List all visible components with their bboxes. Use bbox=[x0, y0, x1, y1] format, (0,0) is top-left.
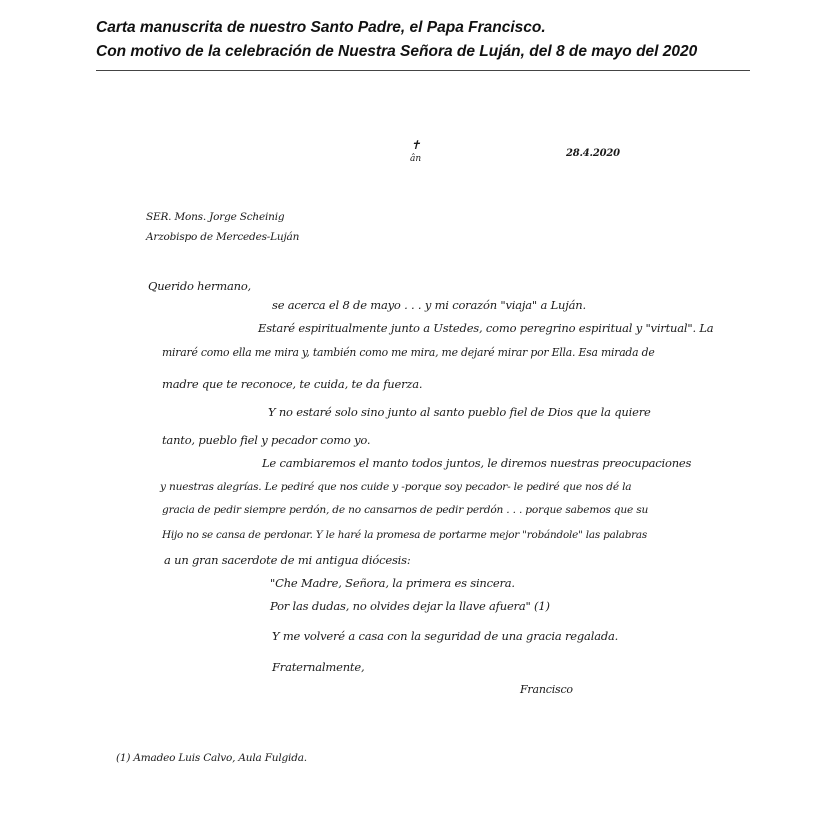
body-line: se acerca el 8 de mayo . . . y mi corazón "viaja" a Luján. bbox=[272, 298, 586, 312]
body-line: gracia de pedir siempre perdón, de no cansarnos de pedir perdón . . . porque sabemos que su bbox=[162, 504, 649, 516]
footnote: (1) Amadeo Luis Calvo, Aula Fulgida. bbox=[116, 752, 307, 764]
body-line: Le cambiaremos el manto todos juntos, le diremos nuestras preocupaciones bbox=[262, 456, 692, 470]
body-line: miraré como ella me mira y, también como me mira, me dejaré mirar por Ella. Esa mirada de bbox=[162, 346, 655, 359]
addressee-line-2: Arzobispo de Mercedes-Luján bbox=[146, 231, 300, 243]
closing: Fraternalmente, bbox=[272, 660, 365, 674]
caption-line-1: Carta manuscrita de nuestro Santo Padre, el Papa Francisco. bbox=[96, 19, 546, 36]
caption-line-2: Con motivo de la celebración de Nuestra Señora de Luján, del 8 de mayo del 2020 bbox=[96, 43, 698, 60]
body-line: Por las dudas, no olvides dejar la llave afuera" (1) bbox=[270, 599, 550, 613]
body-line: Estaré espiritualmente junto a Ustedes, como peregrino espiritual y "virtual". La bbox=[258, 321, 714, 335]
body-line: tanto, pueblo fiel y pecador como yo. bbox=[162, 433, 371, 447]
body-line: Y me volveré a casa con la seguridad de una gracia regalada. bbox=[272, 629, 619, 643]
body-line: a un gran sacerdote de mi antigua diócesis: bbox=[164, 553, 411, 567]
addressee-line-1: SER. Mons. Jorge Scheinig bbox=[146, 211, 285, 223]
body-line: Hijo no se cansa de perdonar. Y le haré la promesa de portarme mejor "robándole" las palabras bbox=[162, 529, 648, 541]
body-line: Y no estaré solo sino junto al santo pueblo fiel de Dios que la quiere bbox=[268, 405, 651, 419]
cross-icon: ✝ ân bbox=[410, 138, 422, 164]
greeting: Querido hermano, bbox=[148, 279, 252, 293]
letter-date: 28.4.2020 bbox=[566, 148, 620, 159]
body-line: y nuestras alegrías. Le pediré que nos cuide y -porque soy pecador- le pediré que nos dé la bbox=[160, 481, 632, 493]
signature: Francisco bbox=[520, 683, 573, 696]
body-line: madre que te reconoce, te cuida, te da fuerza. bbox=[162, 377, 423, 391]
body-line: "Che Madre, Señora, la primera es sincera. bbox=[270, 576, 515, 590]
